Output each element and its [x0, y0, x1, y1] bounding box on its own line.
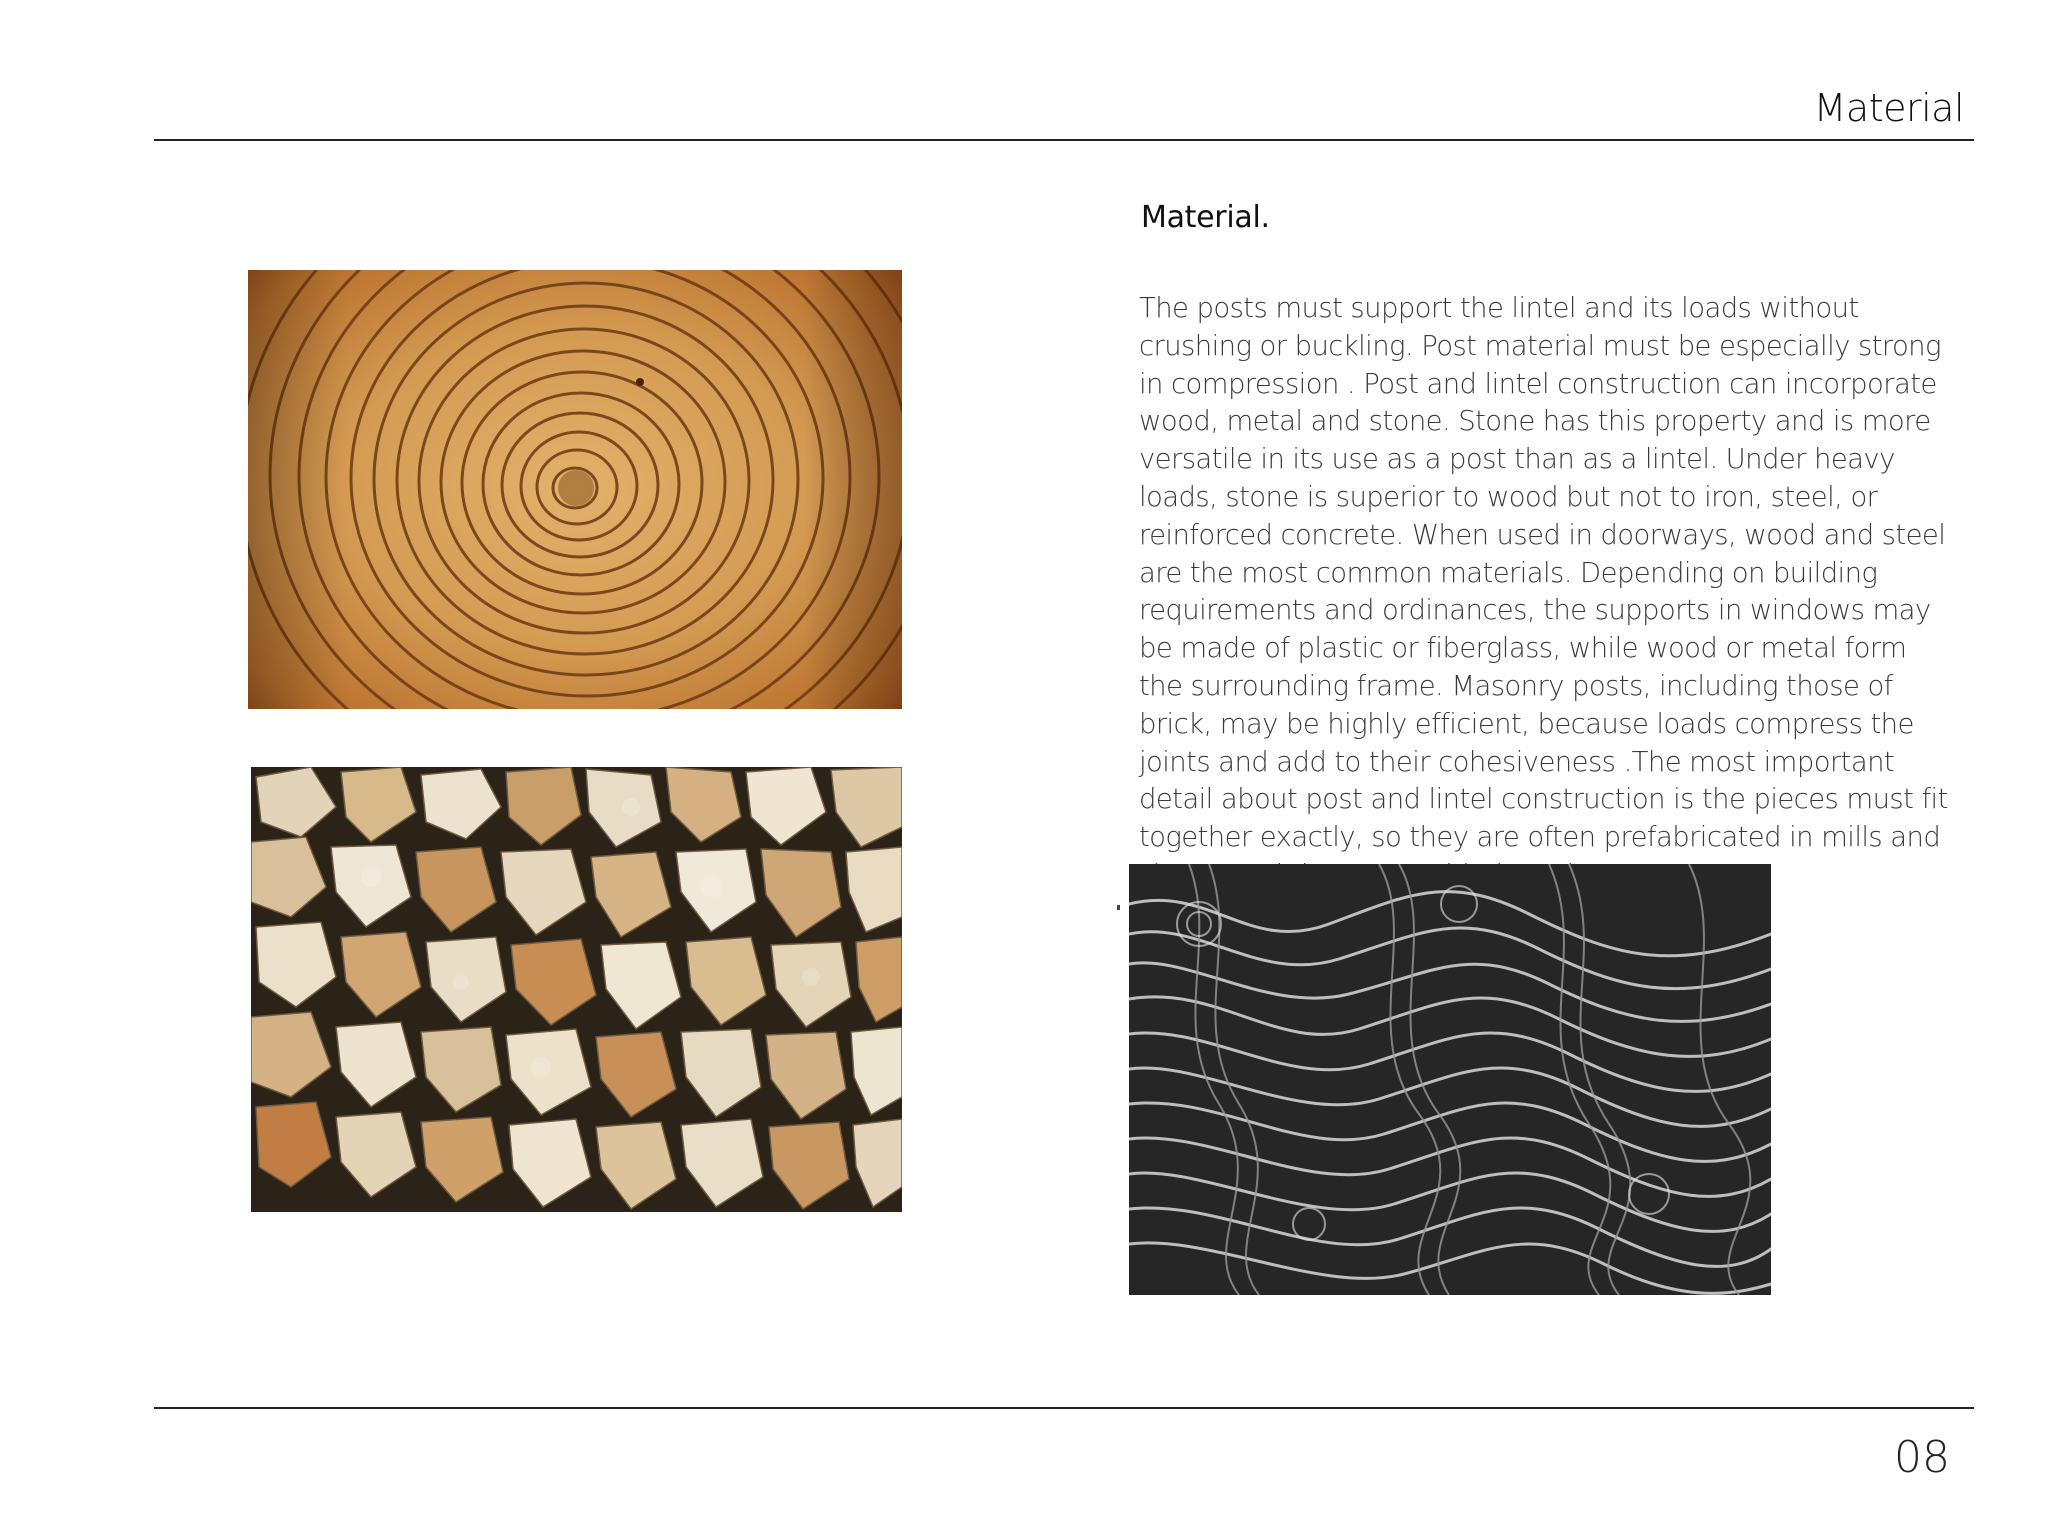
- body-paragraph: The posts must support the lintel and its loads without crushing or buckling. Post material must be especially strong in compression . Post and lintel construction can incorporate wood, metal and stone. Stone has this property and is more versatile in its use as a post than as a lintel. Under heavy loads, stone is superior to wood but not to iron, steel, or reinforced concrete. When used in doorways, wood and steel are the most common materials. Depending on building requirements and ordinances, the supports in windows may be made of plastic or fiberglass, while wood or metal form the surrounding frame. Masonry posts, including those of brick, may be highly efficient, because loads compress the joints and add to their cohesiveness .The most important detail about post and lintel construction is the pieces must fit together exactly, so they are often prefabricated in mills and: [1139, 292, 1948, 854]
- wood-rings-image: [248, 270, 902, 709]
- footer-divider: [154, 1407, 1974, 1409]
- header-divider: [154, 139, 1974, 141]
- metal-fibers-image: [1129, 864, 1771, 1295]
- header-title: Material: [1813, 86, 1964, 130]
- wood-rings-photo: [248, 270, 902, 709]
- section-heading: Material.: [1141, 200, 1270, 235]
- metal-fibers-photo: [1129, 864, 1771, 1295]
- stray-mark: [1117, 905, 1120, 910]
- stones-photo: [251, 767, 902, 1212]
- stones-image: [251, 767, 902, 1212]
- page-number: 08: [1894, 1432, 1950, 1483]
